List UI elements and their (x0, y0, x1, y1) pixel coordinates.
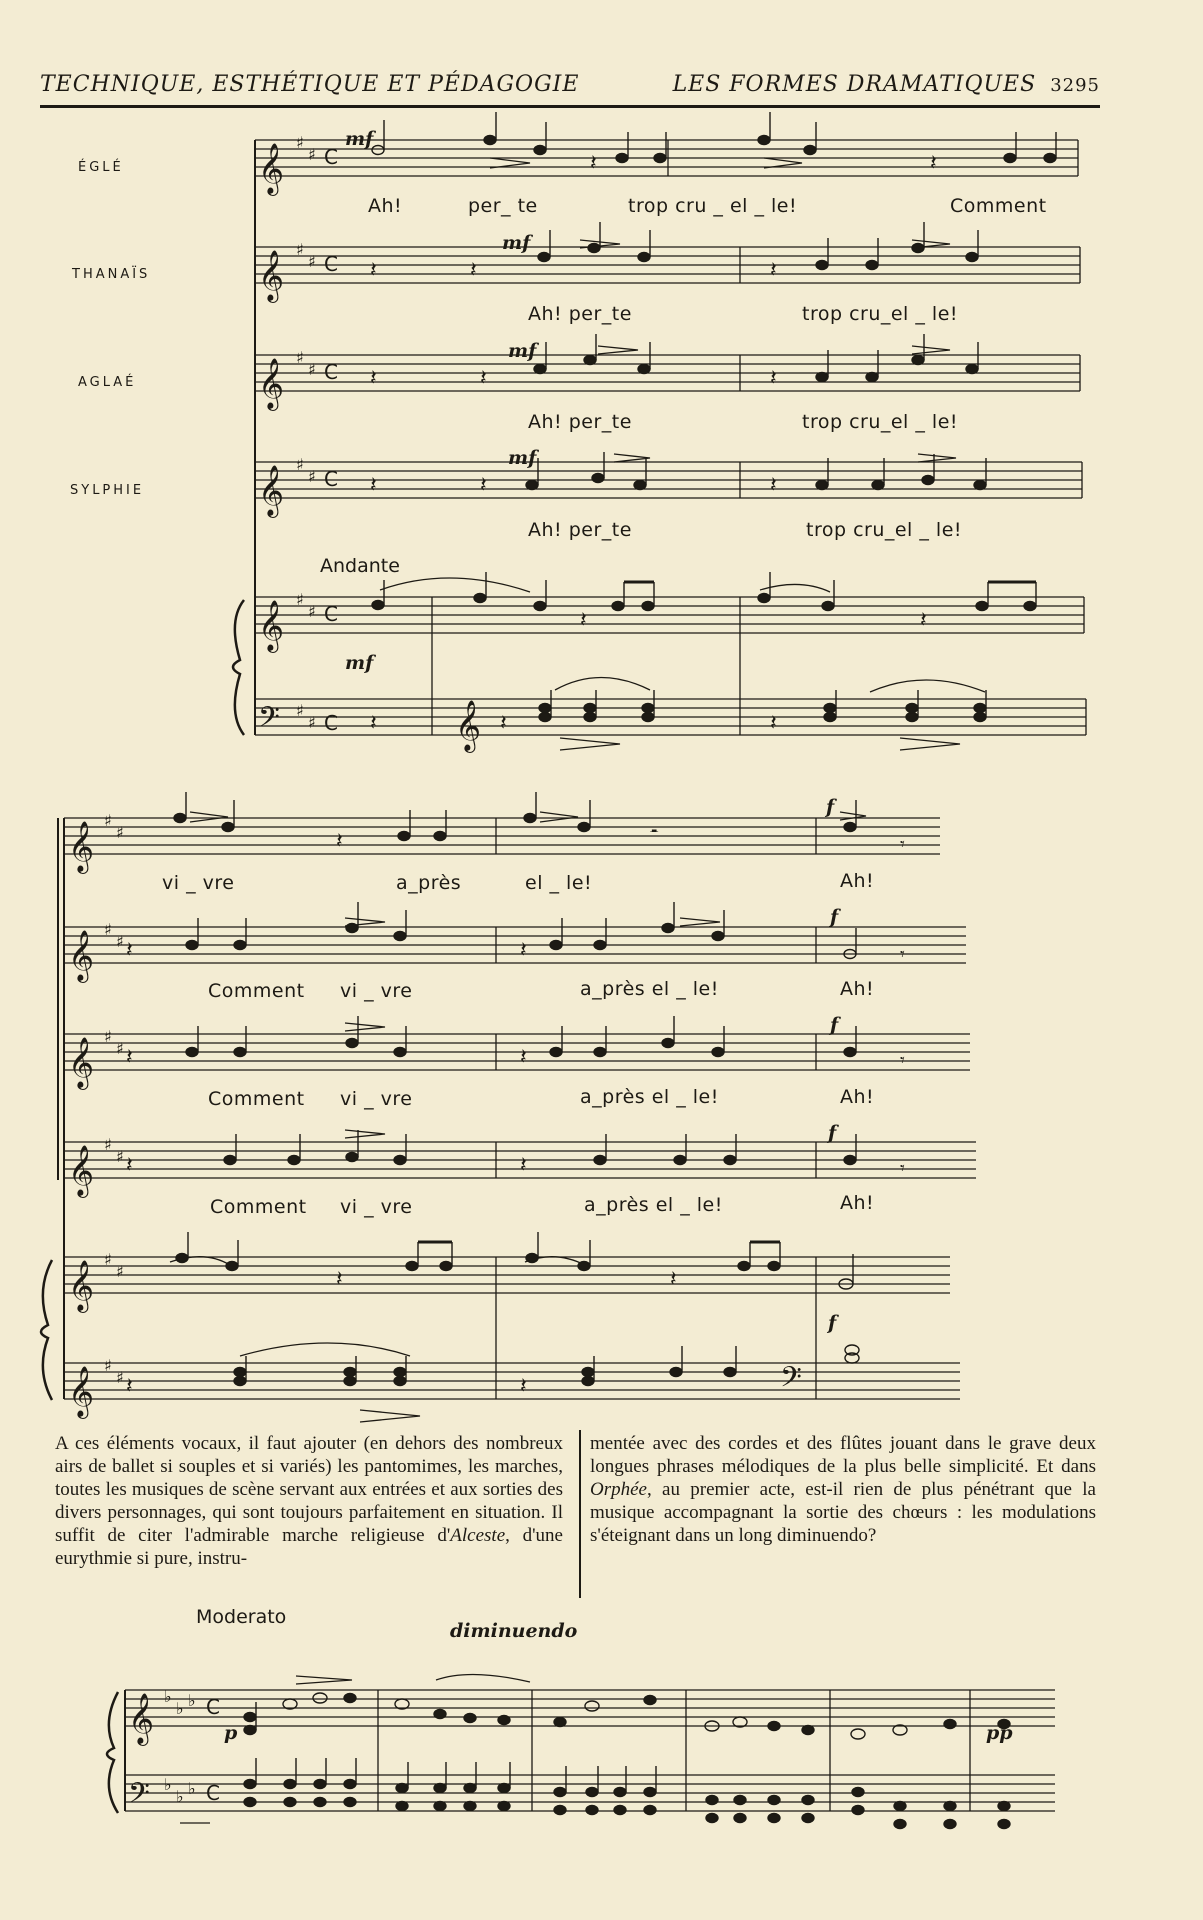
dynamic-mf: mf (508, 340, 537, 362)
lyric: Comment (208, 1088, 305, 1110)
lyric: Ah! (840, 870, 875, 892)
svg-text:♯: ♯ (116, 1147, 124, 1166)
svg-text:C: C (206, 1695, 220, 1719)
svg-text:♯: ♯ (308, 713, 316, 732)
svg-text:𝄽: 𝄽 (590, 151, 597, 176)
svg-text:C: C (206, 1781, 220, 1805)
dynamic-pp: pp (986, 1722, 1013, 1744)
tempo-marking-moderato: Moderato (196, 1606, 287, 1628)
system-1-staves (0, 0, 1203, 760)
lyric: a_près (396, 872, 462, 894)
svg-text:♯: ♯ (116, 823, 124, 842)
treble-clef: 𝄞 (258, 600, 285, 651)
svg-text:𝄽: 𝄽 (770, 473, 777, 498)
lyric: Comment (950, 195, 1047, 217)
dynamic-mf: mf (345, 652, 374, 674)
lyric: el _ le! (525, 872, 593, 894)
svg-text:𝄞: 𝄞 (68, 930, 95, 981)
lyric: Ah! per_te (528, 411, 632, 433)
svg-text:𝄾: 𝄾 (900, 1050, 905, 1071)
tempo-marking: Andante (320, 555, 400, 577)
dynamic-mf: mf (345, 128, 374, 150)
paragraph-text: A ces éléments vocaux, il faut ajouter (en dehors des nombreux airs de ballet si souples et si variés) les pantomimes, les marches, toutes les musiques de scène servant aux entrées et aux sorties des divers personnages, qui sont toujours parfaitement en situation. Il suffit de citer l'admirable marche religieuse d' (55, 1433, 563, 1546)
treble-clef: 𝄞 (258, 143, 285, 194)
svg-text:𝄽: 𝄽 (480, 366, 487, 391)
svg-text:♯: ♯ (116, 1039, 124, 1058)
svg-text:𝄽: 𝄽 (500, 711, 507, 736)
svg-text:𝄾: 𝄾 (900, 1158, 905, 1179)
svg-text:𝄽: 𝄽 (770, 258, 777, 283)
lyric: a_près el _ le! (580, 1086, 719, 1108)
svg-text:♯: ♯ (104, 1135, 112, 1154)
voice-name-aglae: AGLAÉ (78, 375, 137, 390)
lyric: Ah! per_te (528, 303, 632, 325)
svg-text:♯: ♯ (116, 1262, 124, 1281)
svg-text:𝄢: 𝄢 (128, 1777, 150, 1817)
expression-diminuendo: diminuendo (450, 1620, 578, 1642)
voice-name-egle: ÉGLÉ (78, 160, 124, 175)
paragraph-text: , d'une eurythmie si pure, instru- (55, 1525, 563, 1569)
svg-text:𝄢: 𝄢 (780, 1361, 802, 1401)
svg-text:𝄽: 𝄽 (126, 1374, 133, 1399)
svg-text:𝄽: 𝄽 (520, 938, 527, 963)
staff-aglae (255, 355, 1080, 391)
lyric: a_près el _ le! (584, 1194, 723, 1216)
lyric: a_près el _ le! (580, 978, 719, 1000)
svg-text:𝄽: 𝄽 (336, 829, 343, 854)
svg-text:♭: ♭ (176, 1699, 184, 1718)
voice-name-sylphie: SYLPHIE (70, 483, 145, 498)
svg-text:♯: ♯ (296, 133, 304, 152)
svg-text:𝄽: 𝄽 (370, 711, 377, 736)
svg-text:♯: ♯ (308, 467, 316, 486)
svg-text:𝄞: 𝄞 (68, 1260, 95, 1311)
svg-text:♯: ♯ (296, 590, 304, 609)
svg-text:C: C (324, 602, 338, 626)
svg-text:𝄽: 𝄽 (470, 258, 477, 283)
lyric: trop cru_el _ le! (802, 411, 959, 433)
svg-text:𝄽: 𝄽 (920, 608, 927, 633)
svg-text:𝄽: 𝄽 (480, 473, 487, 498)
dynamic-f: f (830, 1014, 839, 1036)
svg-text:C: C (324, 360, 338, 384)
staff-piano-bass (255, 699, 1086, 735)
svg-text:♯: ♯ (296, 455, 304, 474)
text-column-right (590, 1432, 1096, 1547)
svg-text:𝄽: 𝄽 (520, 1153, 527, 1178)
lyric: vi _ vre (340, 980, 413, 1002)
svg-text:𝄞: 𝄞 (68, 1037, 95, 1088)
svg-text:𝄽: 𝄽 (126, 938, 133, 963)
dynamic-mf: mf (508, 447, 537, 469)
dynamic-f: f (830, 906, 839, 928)
svg-text:𝄼: 𝄼 (650, 821, 659, 846)
score-system-3 (0, 1640, 1203, 1920)
svg-text:♭: ♭ (176, 1787, 184, 1806)
svg-text:♯: ♯ (308, 602, 316, 621)
svg-text:♭: ♭ (188, 1779, 196, 1798)
svg-text:C: C (324, 711, 338, 735)
staff-sylphie (255, 462, 1082, 498)
system-3-staves (0, 1640, 1203, 1920)
svg-text:♯: ♯ (104, 811, 112, 830)
svg-text:𝄽: 𝄽 (370, 473, 377, 498)
running-title-left: TECHNIQUE, ESTHÉTIQUE ET PÉDAGOGIE (40, 72, 580, 97)
text-column-left (55, 1432, 563, 1570)
svg-text:𝄽: 𝄽 (520, 1045, 527, 1070)
svg-text:𝄞: 𝄞 (68, 1366, 95, 1417)
voice-name-thanais: THANAÏS (72, 267, 151, 282)
dynamic-f: f (828, 1122, 837, 1144)
svg-text:♯: ♯ (104, 1027, 112, 1046)
lyric: vi _ vre (340, 1088, 413, 1110)
bass-clef: 𝄢 (258, 701, 280, 741)
svg-text:𝄽: 𝄽 (126, 1045, 133, 1070)
running-title-text: LES FORMES DRAMATIQUES (672, 72, 1037, 97)
lyric: Ah! (840, 1192, 875, 1214)
svg-text:𝄽: 𝄽 (370, 258, 377, 283)
svg-text:𝄾: 𝄾 (900, 944, 905, 965)
svg-text:♯: ♯ (308, 145, 316, 164)
lyric: Comment (210, 1196, 307, 1218)
treble-clef: 𝄞 (258, 358, 285, 409)
svg-text:♯: ♯ (296, 701, 304, 720)
treble-clef: 𝄞 (258, 465, 285, 516)
staff-thanais (255, 247, 1080, 283)
paragraph-text: , au premier acte, est-il rien de plus pénétrant que la musique accompagnant la sortie des chœurs : les modulations s'éteignant dans un long diminuendo? (590, 1479, 1096, 1546)
svg-text:𝄽: 𝄽 (370, 366, 377, 391)
lyric: vi _ vre (340, 1196, 413, 1218)
dynamic-f: f (828, 1312, 837, 1334)
dynamic-f: f (826, 796, 835, 818)
svg-text:♯: ♯ (116, 932, 124, 951)
paragraph-text: mentée avec des cordes et des flûtes jouant dans le grave deux longues phrases mélodiques de la plus belle simplicité. Et dans (590, 1433, 1096, 1477)
svg-text:♯: ♯ (104, 920, 112, 939)
score-system-1 (0, 0, 1203, 760)
svg-text:C: C (324, 252, 338, 276)
lyric: trop cru _ el _ le! (628, 195, 798, 217)
svg-text:𝄽: 𝄽 (520, 1374, 527, 1399)
page-number: 3295 (1050, 75, 1100, 96)
svg-text:♯: ♯ (104, 1250, 112, 1269)
work-title-orphee: Orphée (590, 1479, 647, 1500)
lyric: Comment (208, 980, 305, 1002)
svg-text:𝄽: 𝄽 (580, 608, 587, 633)
lyric: trop cru_el _ le! (802, 303, 959, 325)
lyric: per_ te (468, 195, 538, 217)
lyric: vi _ vre (162, 872, 235, 894)
svg-text:C: C (324, 467, 338, 491)
lyric: trop cru_el _ le! (806, 519, 963, 541)
svg-text:♯: ♯ (308, 252, 316, 271)
svg-text:𝄽: 𝄽 (770, 711, 777, 736)
svg-text:𝄽: 𝄽 (930, 151, 937, 176)
svg-text:♭: ♭ (188, 1691, 196, 1710)
treble-clef: 𝄞 (258, 250, 285, 301)
svg-text:𝄽: 𝄽 (770, 366, 777, 391)
lyric: Ah! per_te (528, 519, 632, 541)
dynamic-mf: mf (502, 232, 531, 254)
svg-text:♯: ♯ (296, 240, 304, 259)
svg-text:𝄞: 𝄞 (68, 1145, 95, 1196)
svg-text:♭: ♭ (164, 1775, 172, 1794)
svg-text:♯: ♯ (296, 348, 304, 367)
svg-text:♯: ♯ (104, 1356, 112, 1375)
lyric: Ah! (368, 195, 403, 217)
svg-text:𝄽: 𝄽 (126, 1153, 133, 1178)
work-title-alceste: Alceste (450, 1525, 506, 1546)
column-divider (579, 1430, 581, 1598)
svg-text:♭: ♭ (164, 1687, 172, 1706)
svg-text:♯: ♯ (308, 360, 316, 379)
lyric: Ah! (840, 978, 875, 1000)
svg-text:C: C (324, 145, 338, 169)
svg-text:𝄞: 𝄞 (68, 821, 95, 872)
svg-text:♯: ♯ (116, 1368, 124, 1387)
treble-clef: 𝄞 (455, 700, 482, 751)
svg-text:𝄽: 𝄽 (336, 1267, 343, 1292)
svg-text:𝄞: 𝄞 (128, 1693, 155, 1744)
svg-text:𝄾: 𝄾 (900, 834, 905, 855)
dynamic-p: p (224, 1722, 238, 1744)
svg-text:𝄽: 𝄽 (670, 1267, 677, 1292)
lyric: Ah! (840, 1086, 875, 1108)
